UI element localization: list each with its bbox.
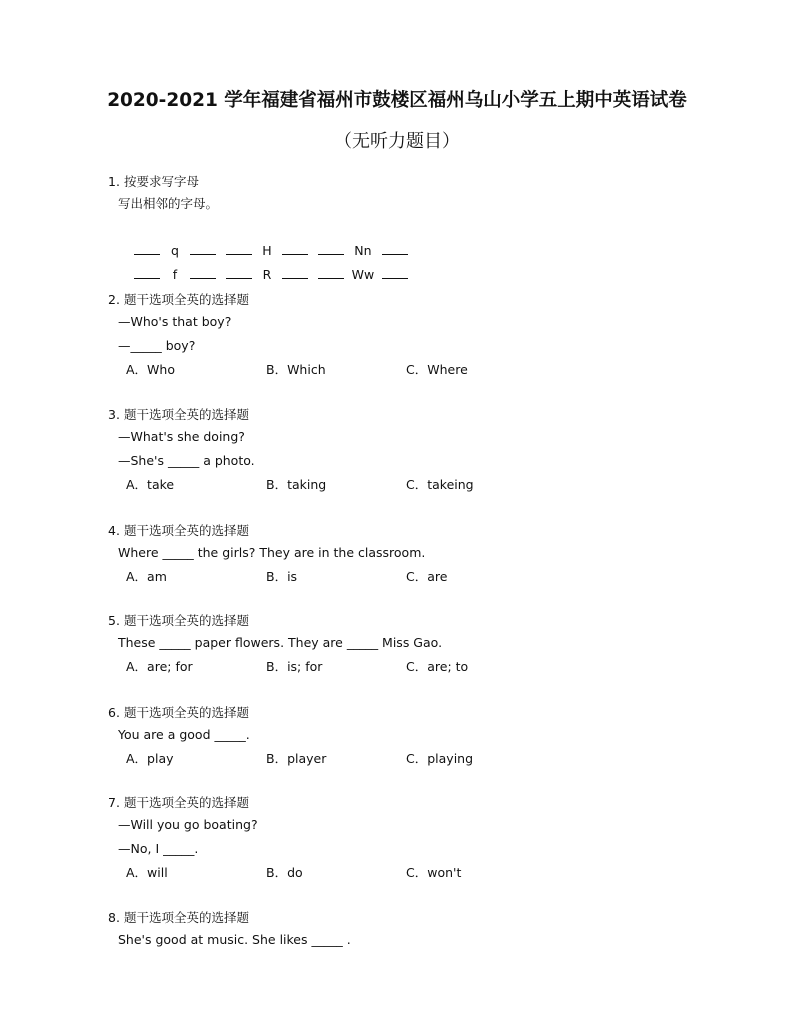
letter: H — [262, 243, 272, 258]
answer-blank[interactable] — [190, 266, 216, 279]
question-title: 题干选项全英的选择题 — [124, 292, 250, 307]
question-heading — [108, 521, 728, 541]
options — [108, 473, 728, 497]
answer-blank[interactable] — [382, 266, 408, 279]
question-line: She's good at music. She likes _____ . — [118, 932, 351, 947]
question-line: —Will you go boating? — [118, 817, 258, 832]
letter: Nn — [354, 243, 372, 258]
answer-blank[interactable] — [226, 242, 252, 255]
question-line: These _____ paper flowers. They are _____ Miss Gao. — [118, 635, 443, 650]
option-c[interactable]: C．takeing — [406, 477, 474, 492]
option-a[interactable]: A．am — [126, 569, 167, 584]
page-title: 2020-2021 学年福建省福州市鼓楼区福州乌山小学五上期中英语试卷 — [107, 90, 687, 111]
option-a[interactable]: A．take — [126, 477, 175, 492]
question-heading — [108, 611, 728, 631]
answer-blank[interactable] — [190, 242, 216, 255]
answer-blank[interactable] — [134, 266, 160, 279]
question-line: You are a good _____. — [118, 727, 250, 742]
question-line: —What's she doing? — [118, 429, 245, 444]
question-title: 题干选项全英的选择题 — [124, 613, 250, 628]
question-line: —_____ boy? — [118, 338, 196, 353]
question-heading — [108, 290, 728, 310]
question-number: 2. — [108, 292, 120, 307]
page-subtitle: （无听力题目） — [334, 131, 460, 152]
answer-blank[interactable] — [226, 266, 252, 279]
question-heading — [108, 703, 728, 723]
question-heading — [108, 172, 728, 192]
option-c[interactable]: C．are — [406, 569, 448, 584]
question-line: —She's _____ a photo. — [118, 453, 255, 468]
option-c[interactable]: C．Where — [406, 362, 468, 377]
question-number: 6. — [108, 705, 120, 720]
answer-blank[interactable] — [382, 242, 408, 255]
question-2 — [108, 290, 728, 382]
letter: f — [172, 267, 178, 282]
question-number: 4. — [108, 523, 120, 538]
question-number: 8. — [108, 910, 120, 925]
answer-blank[interactable] — [318, 266, 344, 279]
option-a[interactable]: A．are; for — [126, 659, 193, 674]
question-title: 题干选项全英的选择题 — [124, 795, 250, 810]
question-number: 5. — [108, 613, 120, 628]
question-number: 3. — [108, 407, 120, 422]
question-instruction: 写出相邻的字母。 — [118, 196, 219, 211]
answer-blank[interactable] — [134, 242, 160, 255]
question-7 — [108, 793, 728, 885]
option-a[interactable]: A．play — [126, 751, 174, 766]
option-b[interactable]: B．Which — [266, 362, 326, 377]
option-c[interactable]: C．won't — [406, 865, 462, 880]
question-6 — [108, 703, 728, 771]
answer-blank[interactable] — [282, 242, 308, 255]
question-3 — [108, 405, 728, 497]
option-a[interactable]: A．Who — [126, 362, 175, 377]
letter-row-1 — [108, 215, 728, 258]
question-heading — [108, 793, 728, 813]
question-1 — [108, 172, 728, 282]
options — [108, 655, 728, 679]
question-number: 1. — [108, 174, 120, 189]
question-line: Where _____ the girls? They are in the classroom. — [118, 545, 426, 560]
question-heading — [108, 908, 728, 928]
option-b[interactable]: B．player — [266, 751, 327, 766]
question-5 — [108, 611, 728, 679]
question-title: 按要求写字母 — [124, 174, 200, 189]
option-b[interactable]: B．taking — [266, 477, 327, 492]
answer-blank[interactable] — [282, 266, 308, 279]
question-line: —Who's that boy? — [118, 314, 232, 329]
option-b[interactable]: B．do — [266, 865, 303, 880]
question-title: 题干选项全英的选择题 — [124, 523, 250, 538]
question-title: 题干选项全英的选择题 — [124, 705, 250, 720]
question-4 — [108, 521, 728, 589]
letter: q — [170, 243, 179, 258]
question-8 — [108, 908, 728, 952]
option-c[interactable]: C．playing — [406, 751, 474, 766]
option-a[interactable]: A．will — [126, 865, 168, 880]
question-heading — [108, 405, 728, 425]
options — [108, 861, 728, 885]
letter: R — [262, 267, 272, 282]
option-b[interactable]: B．is — [266, 569, 298, 584]
answer-blank[interactable] — [318, 242, 344, 255]
question-line: —No, I _____. — [118, 841, 199, 856]
option-c[interactable]: C．are; to — [406, 659, 469, 674]
option-b[interactable]: B．is; for — [266, 659, 323, 674]
question-title: 题干选项全英的选择题 — [124, 407, 250, 422]
options — [108, 358, 728, 382]
options — [108, 747, 728, 771]
question-number: 7. — [108, 795, 120, 810]
options — [108, 565, 728, 589]
question-title: 题干选项全英的选择题 — [124, 910, 250, 925]
letter: Ww — [351, 267, 375, 282]
